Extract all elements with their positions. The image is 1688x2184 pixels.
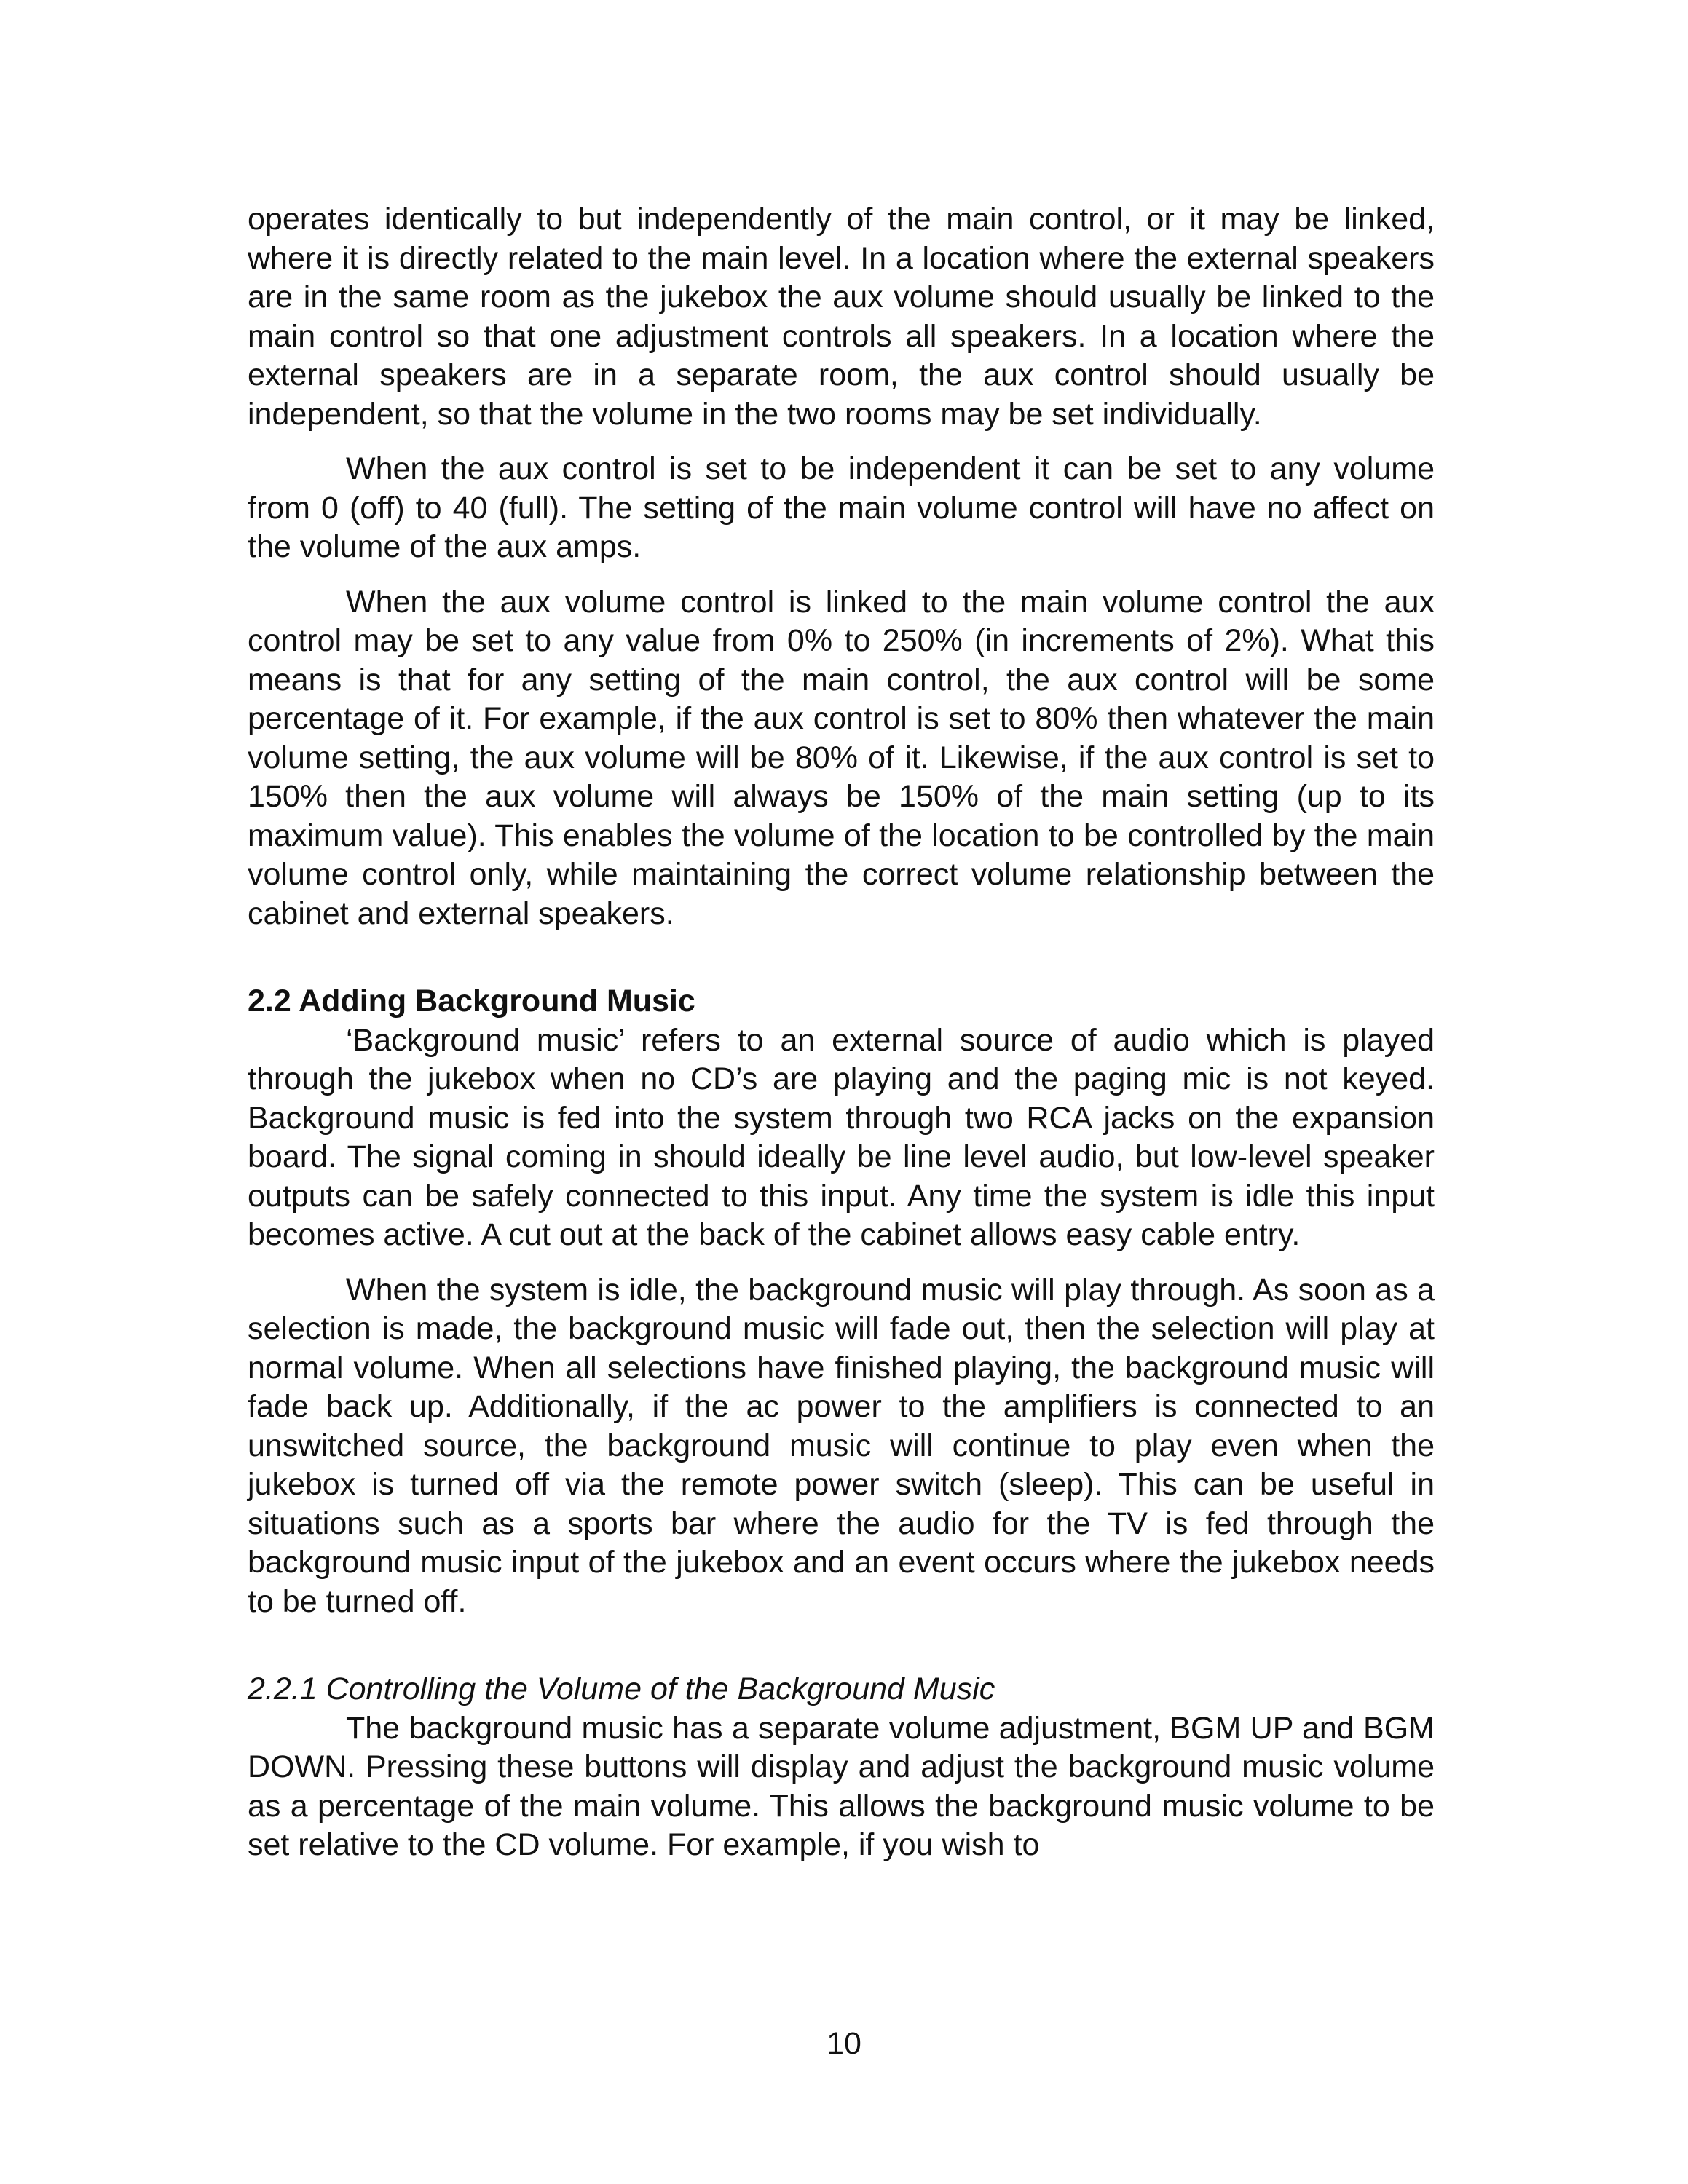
page-number: 10: [827, 2026, 861, 2061]
document-body: [248, 200, 1435, 1865]
paragraph-background-music-behavior: When the system is idle, the background music will play through. As soon as a selection is made, the background music will fade out, then the selection will play at normal volume. When all selections have finished playing, the background music will fade back up. Additionally, if the ac power to the amplifiers is connected to an unswitched source, the background music will continue to play even when the jukebox is turned off via the remote power switch (sleep). This can be useful in situations such as a sports bar where the audio for the TV is fed through the background music input of the jukebox and an event occurs where the jukebox needs to be turned off.: [248, 1272, 1435, 1619]
paragraph-aux-linking: operates identically to but independently of the main control, or it may be linked, where it is directly related to the main level. In a location where the external speakers are in the same room as the jukebox the aux volume should usually be linked to the main control so that one adjustment controls all speakers. In a location where the external speakers are in a separate room, the aux control should usually be independent, so that the volume in the two rooms may be set individually.: [248, 202, 1435, 432]
paragraph-bgm-volume: The background music has a separate volume adjustment, BGM UP and BGM DOWN. Pressing these buttons will display and adjust the background music volume as a percentage of the main volume. This allows the background music volume to be set relative to the CD volume. For example, if you wish to: [248, 1710, 1435, 1862]
section-heading-adding-background-music: 2.2 Adding Background Music: [248, 984, 695, 1018]
paragraph-aux-independent: When the aux control is set to be independent it can be set to any volume from 0 (off) to 40 (full). The setting of the main volume control will have no affect on the volume of the aux amps.: [248, 451, 1435, 564]
paragraph-background-music-intro: ‘Background music’ refers to an external source of audio which is played through the jukebox when no CD’s are playing and the paging mic is not keyed. Background music is fed into the system through two RCA jacks on the expansion board. The signal coming in should ideally be line level audio, but low-level speaker outputs can be safely connected to this input. Any time the system is idle this input becomes active. A cut out at the back of the cabinet allows easy cable entry.: [248, 1022, 1435, 1252]
paragraph-aux-linked: When the aux volume control is linked to the main volume control the aux control may be set to any value from 0% to 250% (in increments of 2%). What this means is that for any setting of the main control, the aux control will be some percentage of it. For example, if the aux control is set to 80% then whatever the main volume setting, the aux volume will be 80% of it. Likewise, if the aux control is set to 150% then the aux volume will always be 150% of the main setting (up to its maximum value). This enables the volume of the location to be controlled by the main volume control only, while maintaining the correct volume relationship between the cabinet and external speakers.: [248, 584, 1435, 931]
subsection-heading-bgm-volume: 2.2.1 Controlling the Volume of the Background Music: [248, 1671, 995, 1706]
